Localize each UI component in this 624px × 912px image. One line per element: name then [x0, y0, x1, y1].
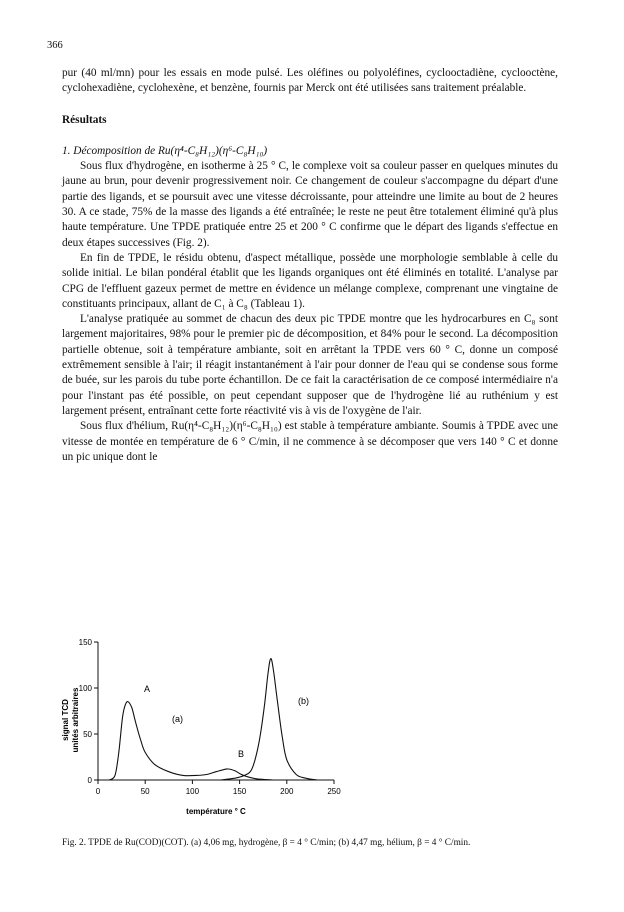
paragraph-1: pur (40 ml/mn) pour les essais en mode pulsé. Les oléfines ou polyoléfines, cyclooctadiène, cyclooctène, cyclohexadiène, cyclohexène, et benzène, fournis par Merck ont été utilisées sans traitement préalable. [62, 67, 558, 95]
annotation-A: A [144, 684, 151, 694]
tpde-chart [56, 632, 356, 822]
x-axis-title: température ° C [186, 807, 246, 816]
x-tick-label: 200 [280, 787, 294, 796]
paragraph-2: Sous flux d'hydrogène, en isotherme à 25 ° C, le complexe voit sa couleur passer en quelques minutes du jaune au brun, pour devenir progressivement noir. Ce changement de couleur s'accompagne du départ d'une partie des ligands, et se poursuit avec une vitesse décroissante, pour atteindre une limite au bout de 2 heures 30. A ce stade, 75% de la masse des ligands a été entraînée; le reste ne peut être totalement éliminé qu'à plus haute température. Une TPDE pratiquée entre 25 et 200 ° C confirme que le départ des ligands s'effectue en deux étapes successives (Fig. 2). [62, 160, 558, 249]
x-tick-label: 0 [95, 787, 101, 796]
paragraph-5: Sous flux d'hélium, Ru(η⁴-C₈H₁₂)(η⁶-C₈H₁₀) est stable à température ambiante. Soumis à TPDE avec une vitesse de montée en température de 6 ° C/min, il ne commence à se décomposer que vers 140 ° C et donne un pic unique dont le [62, 420, 558, 463]
annotation-b: (b) [298, 696, 309, 706]
subsection-heading: 1. Décomposition de Ru(η⁴-C₈H₁₂)(η⁶-C₈H₁₀) [62, 144, 268, 157]
y-axis-title [61, 687, 80, 752]
y-axis-title-line1: signal TCD [61, 699, 70, 741]
body-text [62, 66, 558, 465]
series-line-a [109, 702, 272, 780]
annotation-a: (a) [172, 714, 183, 724]
y-axis-title-line2: unités arbitraires [71, 687, 80, 753]
x-tick-label: 100 [185, 787, 200, 796]
y-tick-label: 0 [87, 776, 92, 785]
paragraph-4: L'analyse pratiquée au sommet de chacun des deux pic TPDE montre que les hydrocarbures en C₈ sont largement majoritaires, 98% pour le premier pic de décomposition, et 84% pour le second. La décomposition partielle obtenue, soit à température ambiante, soit en arrêtant la TPDE vers 60 ° C, donne un composé extrêmement sensible à l'air; il réagit instantanément à l'air pour donner de l'eau qui se condense sous forme de buée, sur les parois du tube porte échantillon. De ce fait la caractérisation de ce composé intermédiaire n'a pour l'instant pas été possible, on peut cependant supposer que de l'hydrogène lié au ruthénium y est largement présent, entraînant cette forte réactivité vis à vis de l'oxygène de l'air. [62, 313, 558, 417]
series-line-b [221, 659, 317, 780]
x-tick-label: 150 [232, 787, 247, 796]
y-tick-label: 50 [83, 730, 92, 739]
y-tick-label: 100 [78, 684, 92, 693]
page-number: 366 [47, 40, 63, 51]
y-tick-label: 150 [78, 638, 92, 647]
annotation-B: B [238, 749, 245, 759]
paragraph-3: En fin de TPDE, le résidu obtenu, d'aspect métallique, possède une morphologie semblable à celle du solide initial. Le bilan pondéral établit que les ligands organiques ont été éliminés en totalité. L'analyse par CPG de l'effluent gazeux permet de mettre en évidence un mélange complexe, comprenant une vingtaine de constituants principaux, allant de C₁ à C₈ (Tableau 1). [62, 251, 558, 310]
figure-caption: Fig. 2. TPDE de Ru(COD)(COT). (a) 4,06 mg, hydrogène, β = 4 ° C/min; (b) 4,47 mg, hélium, β = 4 ° C/min. [62, 838, 471, 848]
x-tick-label: 250 [327, 787, 341, 796]
x-tick-label: 50 [140, 787, 150, 796]
section-heading: Résultats [62, 113, 107, 126]
